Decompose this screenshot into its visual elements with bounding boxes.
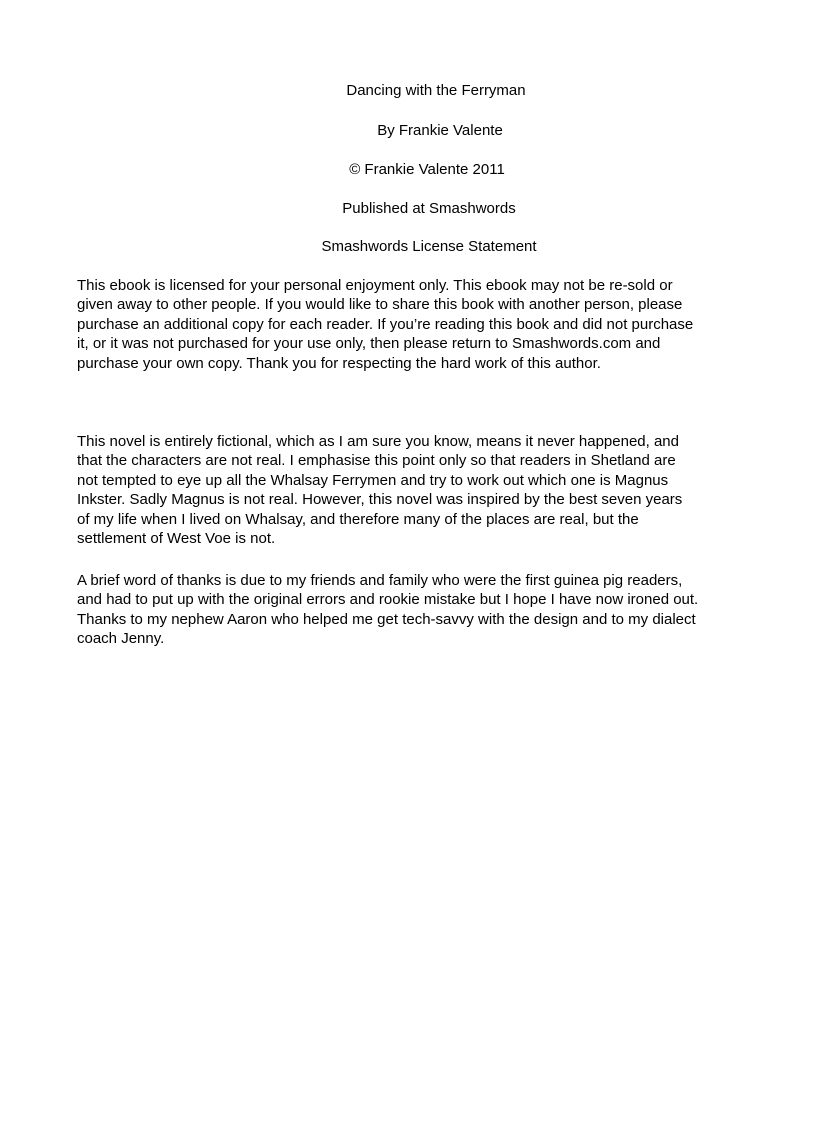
paragraph-line: Inkster. Sadly Magnus is not real. However, this novel was inspired by the best seven years	[77, 491, 683, 509]
fiction-disclaimer-paragraph	[77, 432, 757, 548]
paragraph-line: This novel is entirely fictional, which as I am sure you know, means it never happened, and	[77, 433, 679, 450]
paragraph-line: not tempted to eye up all the Whalsay Ferrymen and try to work out which one is Magnus	[77, 471, 669, 489]
publisher-line: Published at Smashwords	[342, 200, 516, 217]
paragraph-line: coach Jenny.	[77, 630, 165, 648]
paragraph-line: of my life when I lived on Whalsay, and therefore many of the places are real, but the	[77, 510, 639, 528]
thanks-paragraph	[77, 571, 757, 649]
paragraph-line: it, or it was not purchased for your use only, then please return to Smashwords.com and	[77, 335, 661, 353]
paragraph-line: A brief word of thanks is due to my friends and family who were the first guinea pig readers,	[77, 572, 683, 589]
paragraph-line: given away to other people. If you would like to share this book with another person, please	[77, 296, 683, 314]
book-title: Dancing with the Ferryman	[346, 82, 526, 99]
license-heading: Smashwords License Statement	[321, 238, 537, 255]
paragraph-line: that the characters are not real. I emphasise this point only so that readers in Shetland are	[77, 452, 676, 470]
paragraph-line: purchase your own copy. Thank you for respecting the hard work of this author.	[77, 354, 601, 372]
paragraph-line: purchase an additional copy for each reader. If you’re reading this book and did not purchase	[77, 315, 694, 333]
license-paragraph	[77, 276, 757, 373]
copyright-line: © Frankie Valente 2011	[349, 161, 505, 178]
paragraph-line: and had to put up with the original errors and rookie mistake but I hope I have now ironed out.	[77, 591, 699, 609]
paragraph-line: This ebook is licensed for your personal enjoyment only. This ebook may not be re-sold or	[77, 277, 673, 294]
byline: By Frankie Valente	[377, 122, 503, 139]
paragraph-line: Thanks to my nephew Aaron who helped me get tech-savvy with the design and to my dialect	[77, 610, 696, 628]
paragraph-line: settlement of West Voe is not.	[77, 530, 276, 548]
